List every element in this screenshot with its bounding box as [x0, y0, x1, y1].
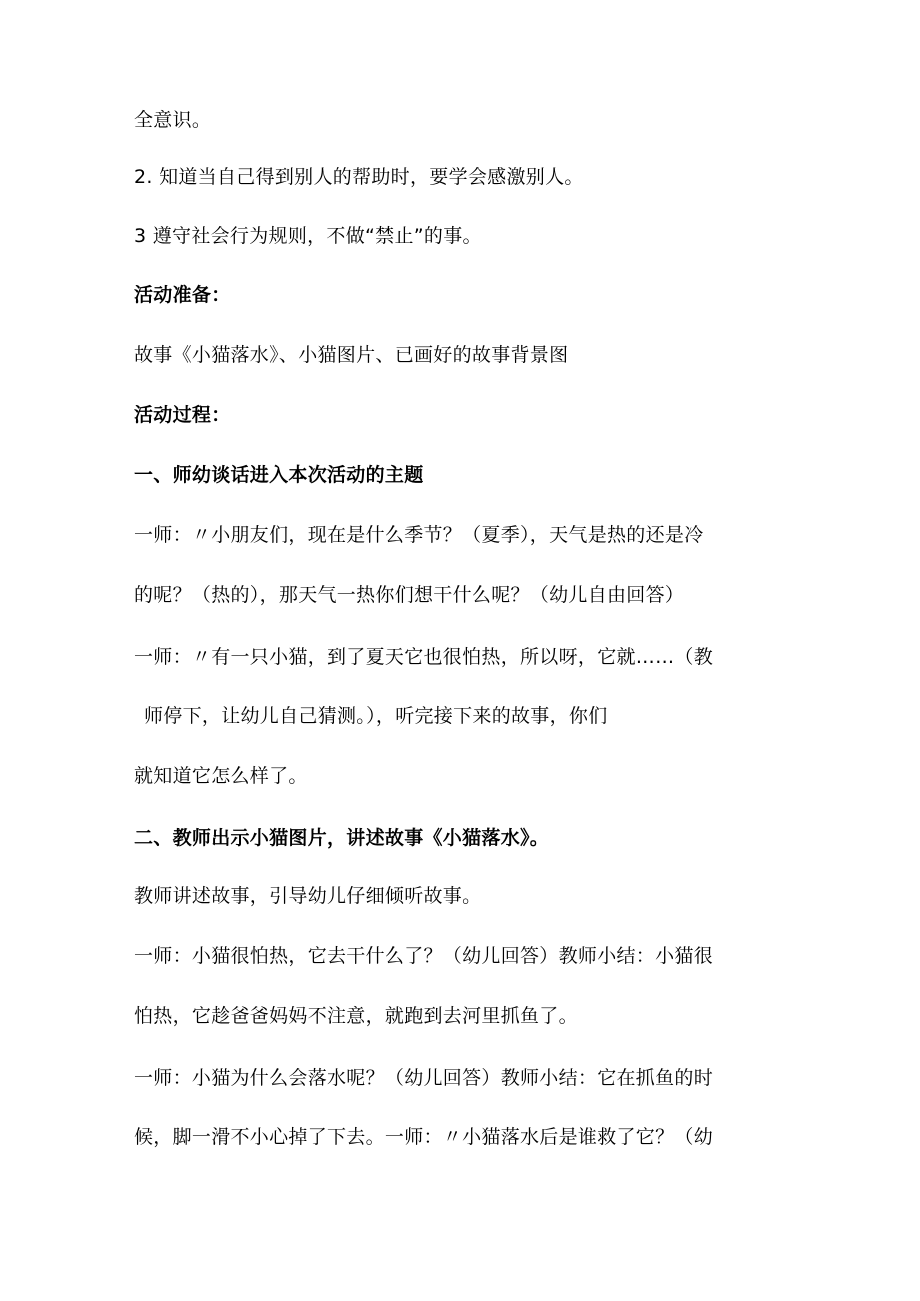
section-heading-part-two: 二、教师出示小猫图片，讲述故事《小猫落水》。	[134, 827, 550, 849]
text-line-17: 一师：小猫为什么会落水呢？（幼儿回答）教师小结：它在抓鱼的时	[134, 1067, 714, 1089]
text-line-15: 一师：小猫很怕热，它去干什么了？（幼儿回答）教师小结：小猫很	[134, 945, 714, 967]
section-heading-preparation: 活动准备：	[134, 284, 231, 306]
section-heading-process: 活动过程：	[134, 404, 231, 426]
text-line-8: 一师：〃小朋友们，现在是什么季节？（夏季），天气是热的还是冷	[134, 524, 704, 546]
text-line-3: 3 遵守社会行为规则，不做“禁止”的事。	[134, 225, 482, 247]
text-line-1: 全意识。	[134, 109, 212, 131]
text-line-12: 就知道它怎么样了。	[134, 765, 308, 787]
text-line-9: 的呢？（热的），那天气一热你们想干什么呢？（幼儿自由回答）	[134, 584, 685, 606]
text-line-5: 故事《小猫落水》、小猫图片、已画好的故事背景图	[134, 344, 569, 366]
text-line-11: 师停下，让幼儿自己猜测。），听完接下来的故事，你们	[144, 705, 608, 727]
text-line-16: 怕热，它趁爸爸妈妈不注意，就跑到去河里抓鱼了。	[134, 1005, 578, 1027]
section-heading-part-one: 一、师幼谈话进入本次活动的主题	[134, 464, 424, 486]
text-line-10: 一师：〃有一只小猫，到了夏天它也很怕热，所以呀，它就……（教	[134, 646, 714, 668]
text-line-2: 2. 知道当自己得到别人的帮助时，要学会感激别人。	[134, 166, 584, 188]
text-line-18: 候，脚一滑不小心掉了下去。一师：〃小猫落水后是谁救了它？（幼	[134, 1126, 714, 1148]
text-line-14: 教师讲述故事，引导幼儿仔细倾听故事。	[134, 885, 482, 907]
